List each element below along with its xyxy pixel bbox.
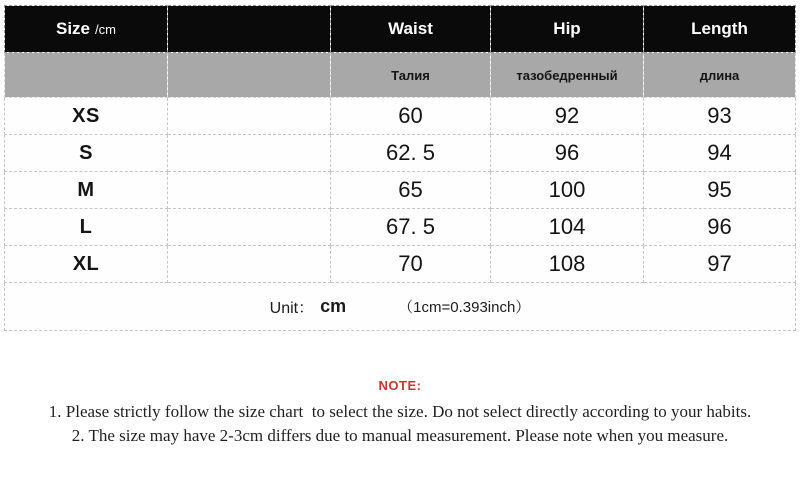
- unit-conversion: （1cm=0.393inch）: [398, 299, 531, 316]
- header-length-cell: Length: [644, 6, 796, 53]
- hip-value-s: 96: [491, 135, 644, 172]
- size-label-s: S: [5, 135, 168, 172]
- table-row-m: [5, 172, 796, 209]
- subheader-size-cell: [5, 53, 168, 98]
- subheader-length-ru: длина: [644, 53, 796, 98]
- waist-value-xl: 70: [331, 246, 491, 283]
- unit-cell: [5, 283, 796, 331]
- header-size-unit: /cm: [95, 22, 116, 37]
- hip-value-xs: 92: [491, 98, 644, 135]
- note-title: NOTE:: [378, 378, 422, 393]
- unit-text: [5, 295, 795, 318]
- length-value-s: 94: [644, 135, 796, 172]
- waist-value-s: 62. 5: [331, 135, 491, 172]
- table-row-xs: [5, 98, 796, 135]
- size-label-l: L: [5, 209, 168, 246]
- size-chart-table: [4, 5, 796, 331]
- subheader-waist-ru: Талия: [331, 53, 491, 98]
- subheader-hip-ru: тазобедренный: [491, 53, 644, 98]
- unit-value: cm: [320, 296, 347, 316]
- table-row-s: [5, 135, 796, 172]
- subheader-empty-cell: [168, 53, 331, 98]
- unit-row: [5, 283, 796, 331]
- header-size-label: Size: [56, 19, 91, 38]
- header-size-cell: [5, 6, 168, 53]
- note-line-1: 1. Please strictly follow the size chart to select the size. Do not select directly according to your habits.: [48, 402, 752, 421]
- empty-cell: [168, 135, 331, 172]
- size-label-m: M: [5, 172, 168, 209]
- header-row: [5, 6, 796, 53]
- length-value-xl: 97: [644, 246, 796, 283]
- length-value-l: 96: [644, 209, 796, 246]
- hip-value-xl: 108: [491, 246, 644, 283]
- hip-value-m: 100: [491, 172, 644, 209]
- waist-value-l: 67. 5: [331, 209, 491, 246]
- size-label-xs: XS: [5, 98, 168, 135]
- table-row-l: [5, 209, 796, 246]
- size-label-xl: XL: [5, 246, 168, 283]
- subheader-row: [5, 53, 796, 98]
- unit-label: Unit：: [269, 300, 315, 317]
- note-line-2: 2. The size may have 2-3cm differs due to manual measurement. Please note when you measure.: [71, 426, 729, 445]
- waist-value-xs: 60: [331, 98, 491, 135]
- waist-value-m: 65: [331, 172, 491, 209]
- table-row-xl: [5, 246, 796, 283]
- header-waist-cell: Waist: [331, 6, 491, 53]
- length-value-m: 95: [644, 172, 796, 209]
- length-value-xs: 93: [644, 98, 796, 135]
- hip-value-l: 104: [491, 209, 644, 246]
- empty-cell: [168, 172, 331, 209]
- notes-section: [0, 378, 800, 448]
- empty-cell: [168, 246, 331, 283]
- header-hip-cell: Hip: [491, 6, 644, 53]
- empty-cell: [168, 98, 331, 135]
- empty-cell: [168, 209, 331, 246]
- header-empty-cell: [168, 6, 331, 53]
